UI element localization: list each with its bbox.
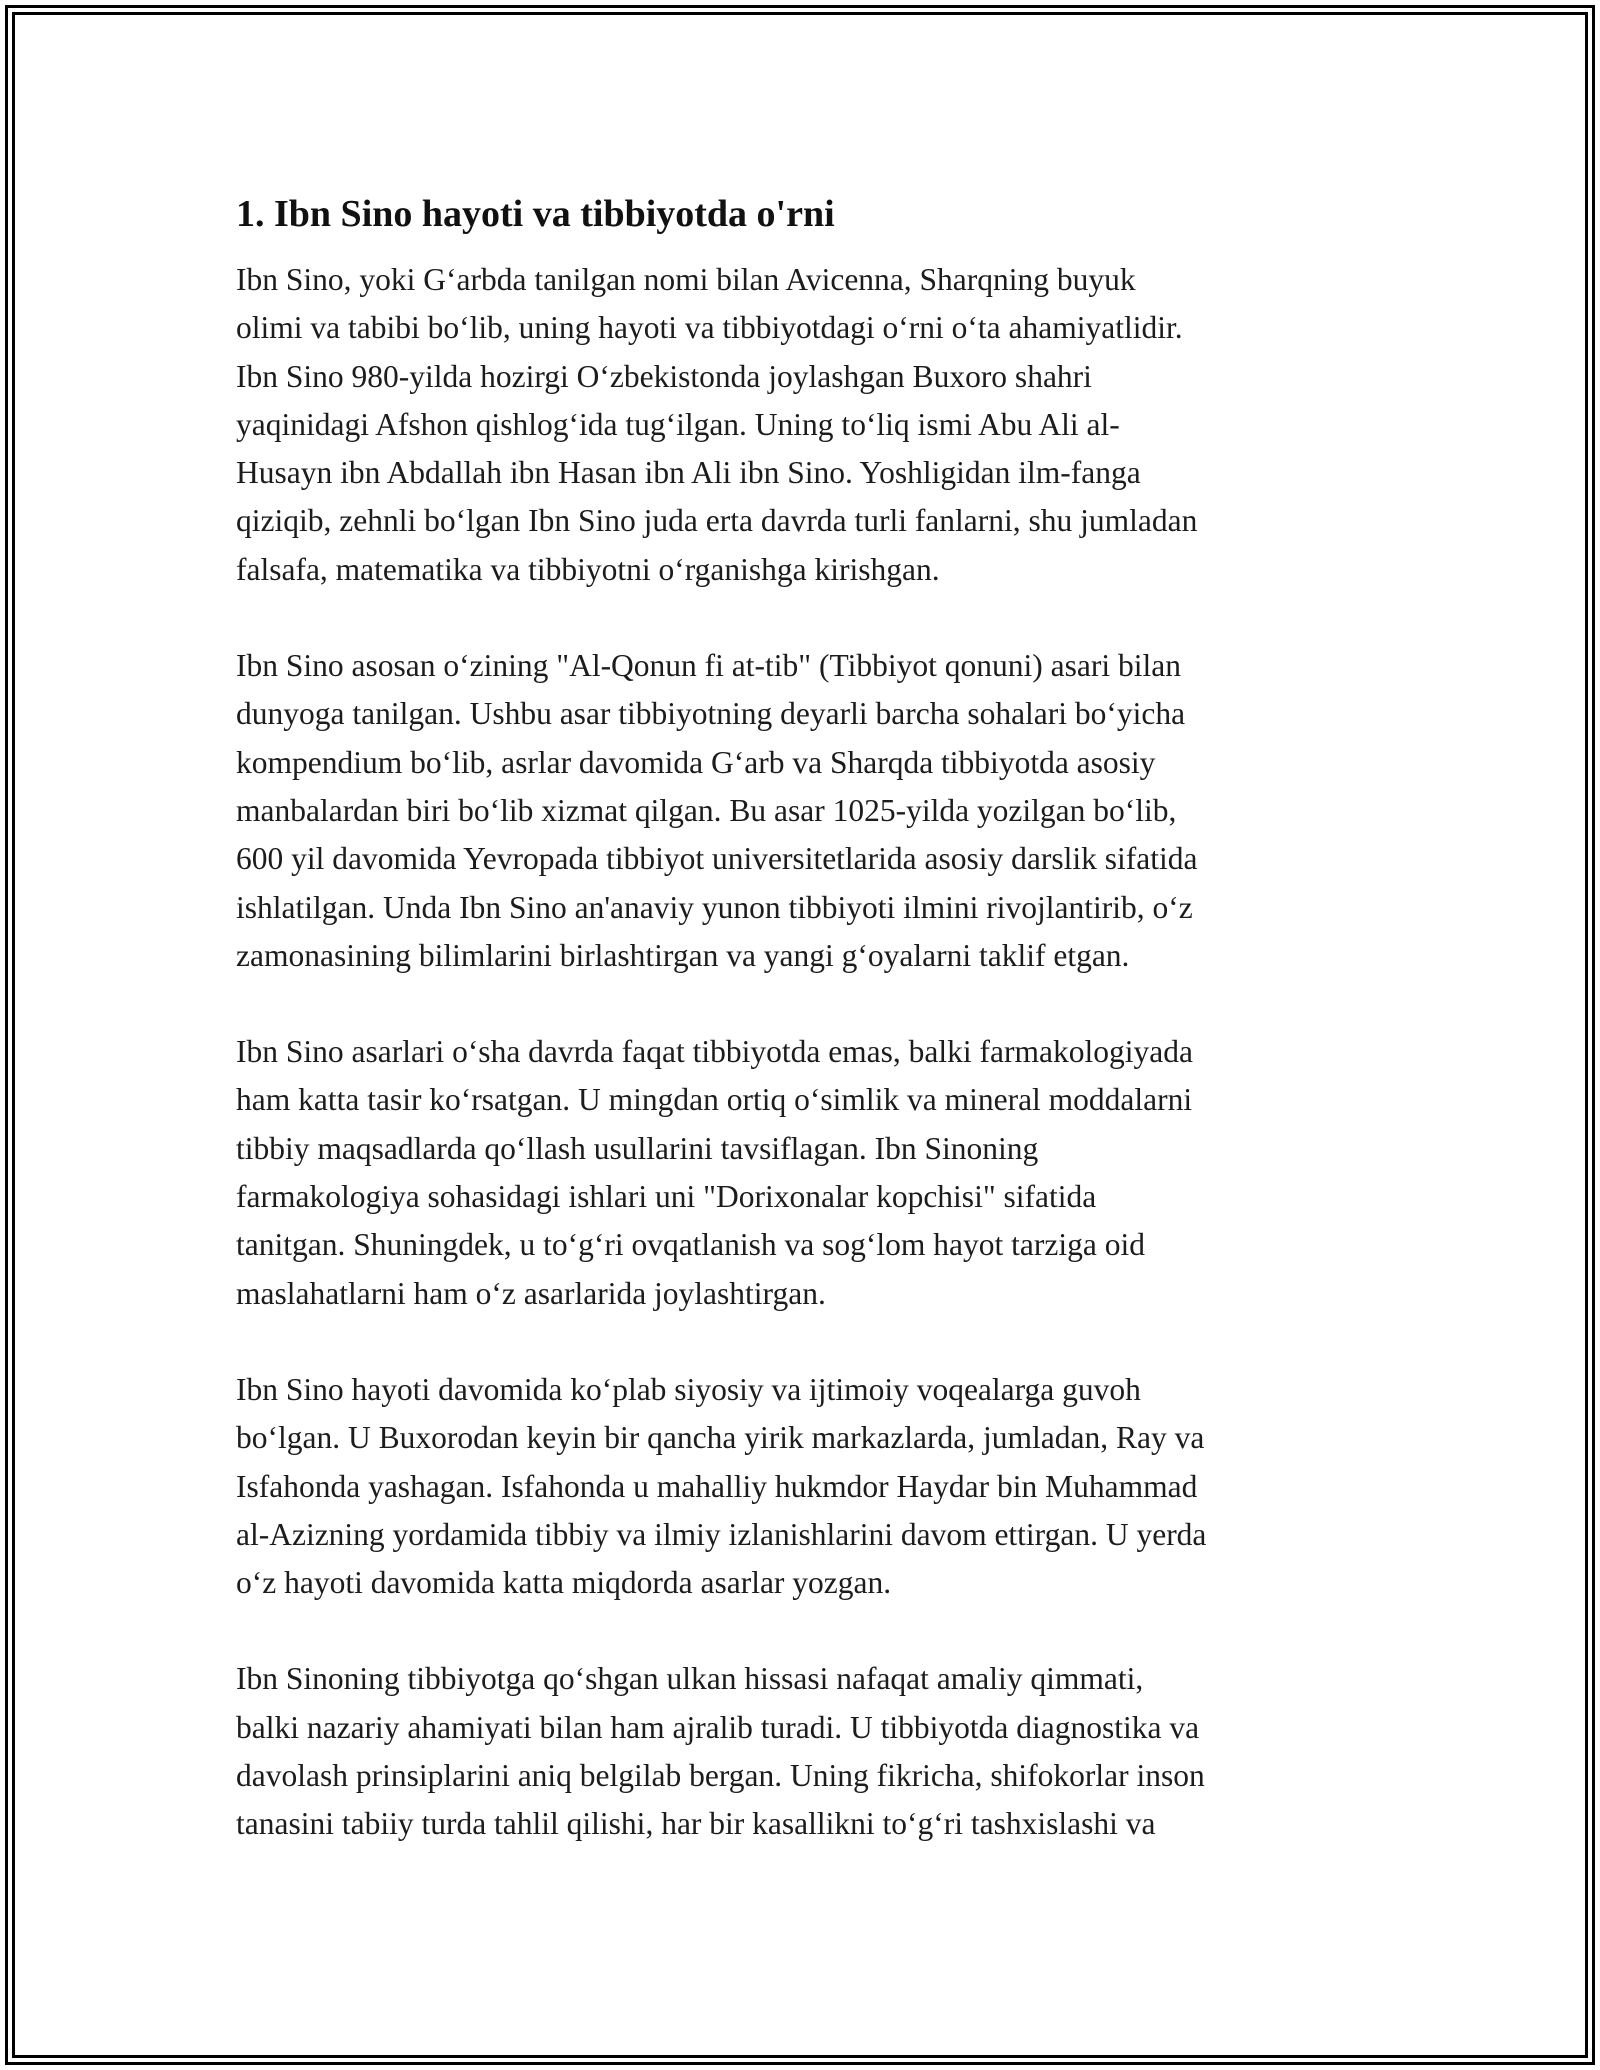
paragraph-line: tibbiy maqsadlarda qo‘llash usullarini tavsiflagan. Ibn Sinoning (236, 1130, 1039, 1166)
paragraph-line: Husayn ibn Abdallah ibn Hasan ibn Ali ibn Sino. Yoshligidan ilm-fanga (236, 455, 1141, 491)
document-body (236, 186, 1370, 1897)
paragraph-line: o‘z hayoti davomida katta miqdorda asarlar yozgan. (236, 1565, 892, 1601)
paragraph-line: maslahatlarni ham o‘z asarlarida joylashtirgan. (236, 1275, 826, 1311)
paragraph-line: dunyoga tanilgan. Ushbu asar tibbiyotning deyarli barcha sohalari bo‘yicha (236, 696, 1186, 732)
paragraph-line: al-Azizning yordamida tibbiy va ilmiy izlanishlarini davom ettirgan. U yerda (236, 1516, 1207, 1552)
paragraph-line: Ibn Sino, yoki G‘arbda tanilgan nomi bilan Avicenna, Sharqning buyuk (236, 262, 1136, 297)
paragraph-line: olimi va tabibi bo‘lib, uning hayoti va tibbiyotdagi o‘rni o‘ta ahamiyatlidir. (236, 310, 1183, 346)
paragraph-line: qiziqib, zehnli bo‘lgan Ibn Sino juda erta davrda turli fanlarni, shu jumladan (236, 503, 1198, 539)
paragraph-line: yaqinidagi Afshon qishlog‘ida tug‘ilgan. Uning to‘liq ismi Abu Ali al- (236, 406, 1120, 442)
paragraph-line: Ibn Sino asarlari o‘sha davrda faqat tibbiyotda emas, balki farmakologiyada (236, 1034, 1193, 1070)
paragraph-line: ishlatilgan. Unda Ibn Sino an'anaviy yunon tibbiyoti ilmini rivojlantirib, o‘z (236, 889, 1193, 925)
paragraph (236, 1028, 1370, 1318)
paragraph-container (236, 256, 1370, 1849)
paragraph (236, 1366, 1370, 1607)
paragraph-line: kompendium bo‘lib, asrlar davomida G‘arb va Sharqda tibbiyotda asosiy (236, 744, 1156, 780)
paragraph-line: farmakologiya sohasidagi ishlari uni "Dorixonalar kopchisi" sifatida (236, 1179, 1097, 1215)
paragraph-line: manbalardan biri bo‘lib xizmat qilgan. Bu asar 1025-yilda yozilgan bo‘lib, (236, 792, 1177, 828)
paragraph-line: Isfahonda yashagan. Isfahonda u mahalliy hukmdor Haydar bin Muhammad (236, 1468, 1198, 1504)
paragraph (236, 1655, 1370, 1848)
paragraph-line: Ibn Sino hayoti davomida ko‘plab siyosiy va ijtimoiy voqealarga guvoh (236, 1371, 1141, 1407)
paragraph-line: 600 yil davomida Yevropada tibbiyot universitetlarida asosiy darslik sifatida (236, 841, 1198, 877)
paragraph-line: bo‘lgan. U Buxorodan keyin bir qancha yirik markazlarda, jumladan, Ray va (236, 1420, 1205, 1456)
paragraph-line: davolash prinsiplarini aniq belgilab bergan. Uning fikricha, shifokorlar inson (236, 1758, 1205, 1794)
paragraph-line: tanasini tabiiy turda tahlil qilishi, har bir kasallikni to‘g‘ri tashxislashi va (236, 1806, 1156, 1842)
paragraph-line: falsafa, matematika va tibbiyotni o‘rganishga kirishgan. (236, 551, 940, 587)
paragraph-line: tanitgan. Shuningdek, u to‘g‘ri ovqatlanish va sog‘lom hayot tarziga oid (236, 1227, 1145, 1263)
paragraph-line: zamonasining bilimlarini birlashtirgan va yangi g‘oyalarni taklif etgan. (236, 937, 1130, 973)
section-heading: 1. Ibn Sino hayoti va tibbiyotda o'rni (236, 193, 835, 235)
paragraph-line: balki nazariy ahamiyati bilan ham ajralib turadi. U tibbiyotda diagnostika va (236, 1709, 1200, 1745)
paragraph (236, 642, 1370, 980)
paragraph-line: Ibn Sinoning tibbiyotga qo‘shgan ulkan hissasi nafaqat amaliy qimmati, (236, 1661, 1144, 1697)
paragraph (236, 256, 1370, 594)
paragraph-line: Ibn Sino asosan o‘zining "Al-Qonun fi at-tib" (Tibbiyot qonuni) asari bilan (236, 648, 1181, 684)
paragraph-line: ham katta tasir ko‘rsatgan. U mingdan ortiq o‘simlik va mineral moddalarni (236, 1082, 1193, 1118)
paragraph-line: Ibn Sino 980-yilda hozirgi O‘zbekistonda joylashgan Buxoro shahri (236, 358, 1092, 394)
